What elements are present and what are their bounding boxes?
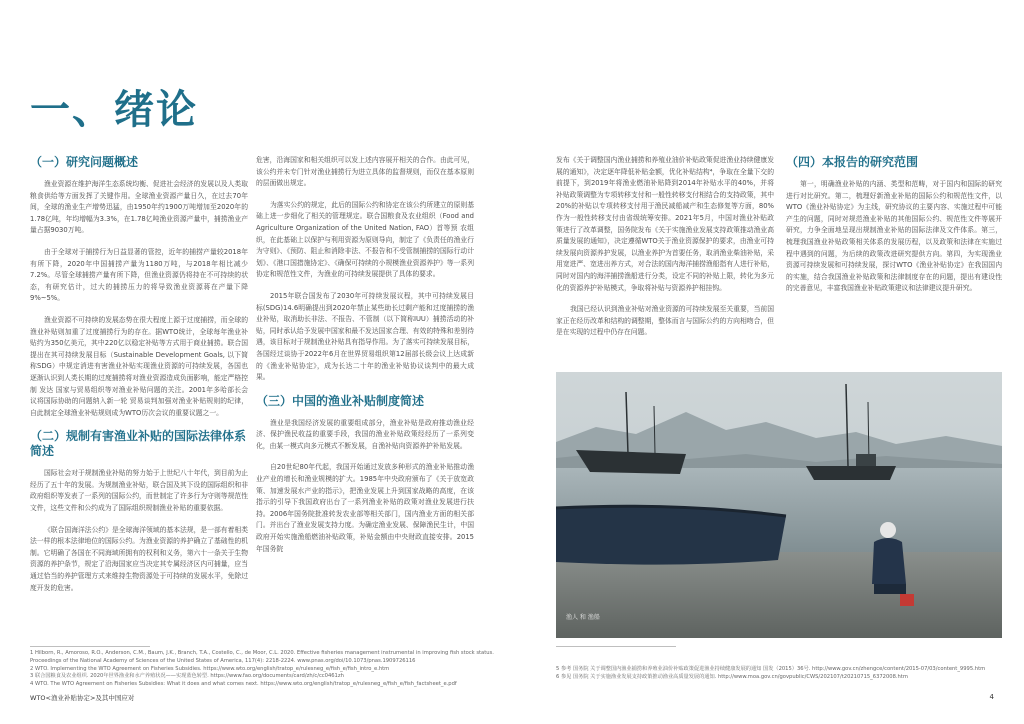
photo-caption: 渔人 和 渔船 [566, 614, 600, 621]
footnote: 5 参考 国务院 关于调整国内渔业捕捞和养殖业油价补贴政策促进渔业持续健康发展的通知 国发（2015）36号. http://www.gov.cn/zhengce/content/2015-07/03/content_9995.htm [556, 666, 986, 672]
paragraph: 发布《关于调整国内渔业捕捞和养殖业油价补贴政策促进渔业持续健康发展的通知》，决定逐年降低补贴金额，优化补贴结构⁴，争取在全量下交的前提下，到2019年将渔业燃油补贴降到2014年补贴水平的40%，并将补贴政策调整为专项转移支付和一般性转移支付相结合的支持政策，其中20%的补贴以专项转移支付用于渔民减船减产和生态修复等方面，80%作为一般性转移支付由省级统筹安排。2021年5月，中国对渔业补贴政策进行了改革调整，国务院发布《关于实施渔业发展支持政策推动渔业高质量发展的通知》，决定遵循WTO关于渔业资源保护的要求，由渔业可持续发展向资源养护发展，以渔业养护为首要任务，取消渔业柴油补贴，采用宽进严、宽进出养方式，对合法的国内海洋捕捞渔船指有人进行补贴，同时对国内的海洋捕捞渔船进行分类，设定不同的补贴上限，转化为多元化的资源养护补贴模式，争取将补贴与资源养护相挂钩。 [556, 156, 774, 292]
paragraph: 渔业资源在维护海洋生态系统均衡、促进社会经济的发展以及人类取粮食供给等方面发挥了关键作用。全球渔业资源产量日久，在过去70年间，全球的渔业生产增势迅猛，由1950年约1900万吨增加至2020年的1.78亿吨，年均增幅为3.3%，在1.78亿吨渔业资源产量中，捕捞渔业产量占据9030万吨。 [30, 180, 248, 235]
footnote: 2 WTO. Implementing the WTO Agreement on Fisheries Subsidies. https://www.wto.org/english/tratop_e/rulesneg_e/fish_e/fish_intro_e.htm [30, 665, 390, 672]
paragraph: 2015年联合国发布了2030年可持续发展议程，其中可持续发展目标(SDG)14.6明确提出到2020年禁止某些助长过剩产能和过度捕捞的渔业补贴，取消助长非法、不报告、不管制（以下简称IUU）捕捞活动的补贴，同时承认给予发展中国家和最不发达国家合理、有效的特殊和差别待遇，该目标对于规制渔业补贴具有指导作用。为了落实可持续发展目标，各国经过谈协于2022年6月在世界贸易组织第12届部长级会议上达成新的《渔业补贴协定》，成为长达二十年的渔业补贴协议谈判中的最大成果。 [256, 291, 474, 382]
paragraph: 为落实公约的规定，此后的国际公约和协定在该公约所建立的原则基础上进一步细化了相关的管理规定。联合国粮食及农业组织（Food and Agriculture Organization of the United Nation, FAO）首等预 农组织，在此基础上以保护与利用资源为原则导向，制定了《负责任的渔业行为守则》、《预防、阻止和消除非法、不报告和不受管制捕捞的国际行动计划》、《港口国措施协定》、《确保可持续的小规模渔业资源养护》等一系列协定和规范性文件，为渔业的可持续发展提供了具体的要求。 [256, 200, 474, 279]
section-heading-4: （四）本报告的研究范围 [786, 155, 919, 169]
footnotes-left [30, 650, 520, 689]
paragraph: 渔业是我国经济发展的重要组成部分，渔业补贴是政府推动渔业经济、保护渔民收益的重要手段，我国的渔业补贴政策经经历了一系列变化，由某一模式向多元模式不断发展，自渔补贴向资源养护补贴发展。 [256, 418, 474, 450]
paragraph: 国际社会对于规制渔业补贴的努力始于上世纪八十年代，到目前为止经历了五十年的发展。为规制渔业补贴，联合国及其下设的国际组织和非政府组织等发表了一系列的国际公约，而世制定了许多行为守则等规范性文件，这些文件和公约成为了国际组织规制渔业补贴的重要依据。 [30, 469, 248, 513]
column-4 [786, 155, 1002, 305]
section-heading-2: （二）规制有害渔业补贴的国际法律体系简述 [30, 429, 247, 459]
footnote-divider [30, 646, 150, 647]
fisherman-boats-image [556, 372, 1002, 638]
paragraph: 自20世纪80年代起，我国开始通过发放多种形式的渔业补贴推动渔业产业的增长和渔业规模的扩大。1985年中央政府颁布了《关于放宽政策、加速发展水产业的指示》，把渔业发展上升到国家战略的高度，在该指示的引导下我国政府出台了一系列渔业补贴的政策对渔业发展进行扶持。2006年国务院批准转发农业部等相关部门，国内渔业方面的相关部门。并出台了渔业发展支持力度。为确定渔业发展、保障渔民生计，中国政府开始实施渔船燃油补贴政策，补贴金额由中央财政直接安排。2015年国务院 [256, 463, 474, 553]
section-heading-1: （一）研究问题概述 [30, 155, 139, 169]
footnote: 1 Hilborn, R., Amoroso, R.O., Anderson, C.M., Baum, J.K., Branch, T.A., Costello, C., de Moor, C.L. 2020. Effective fisheries management instrumental in improving fish stock status. Proceedings of the National Academy of Sciences of the United States of America, 117(4): 2218-2224. www.pnas.org/doi/10.1073/pnas.1909726116 [30, 650, 494, 664]
paragraph: 渔业资源不可持续的发展态势在很大程度上源于过度捕捞，而全球的渔业补贴则加重了过度捕捞行为的存在。据WTO统计，全球每年渔业补贴约为350亿美元，其中220亿以稳定补贴等方式用于商业捕捞。联合国提出在其可持续发展目标（Sustainable Development Goals, 以下简称SDG）中规定消进有害渔业补贴实现渔业资源的可持续发展，各国也逐渐认识到人类长期的过度捕捞将对渔业资源造成负面影响，能定严格控制 发达 国家与贸易组织等对渔业补贴问题的关注。2001年多哈部长会议将国际协助的问题纳入新一轮 贸易谈判加强对渔业补贴规则的纪律，自此制定全球渔业补贴规则成为WTO历次会议的重要议题之一。 [30, 315, 248, 417]
footnote: 4 WTO. The WTO Agreement on Fisheries Subsidies: What it does and what comes next. https://www.wto.org/english/tratop_e/rulesneg_e/fish_e/fish_factsheet_e.pdf [30, 681, 457, 688]
footnote: 3 联合国粮食及农业组织. 2020年世界渔业和水产养殖状况——实现蓝色转型. https://www.fao.org/documents/card/zh/c/cc0461zh [30, 673, 344, 680]
paragraph: 《联合国海洋法公约》是全球海洋领域的基本法规，是一部有着相类法一样的根本法律地位的国际公约。为渔业资源的养护确立了基础性的机制。它明确了各国在不同海域所拥有的权利和义务，第六十一条关于生物资源的养护条节，规定了沿海国家应当决定其专属经济区内可捕量，应当通过恰当的养护管理方式来维持生物资源处于可持续的发展水平，免除过度开发的危害。 [30, 525, 248, 592]
footnotes-right [556, 666, 996, 682]
paragraph: 第一，明确渔业补贴的内涵、类型和范畴，对于国内和国际的研究进行对比研究。第二，梳理好新渔业补贴的国际公约和规范性文件，以WTO《渔业补贴协定》为主线，研究协议的主要内容、实施过程中可能产生的问题，同时对规范渔业补贴的其他国际公约、规范性文件等展开研究，力争全面地呈现出规制渔业补贴的国际法律及文件体系。第三，梳理我国渔业补贴政策相关体系的发展历程，以及政策和法律在实施过程中遇到的问题，为后续的政策改进研究提供方向。第四，为实现渔业资源可持续发展和可持续发展，探讨WTO《渔业补贴协定》在我国国内的实施，结合我国渔业补贴政策和法律制度存在的问题，提出有建设性的完善意见，丰富我国渔业补贴政策建议和法律建议提升研究。 [786, 180, 1002, 293]
running-footer: WTO<渔业补贴协定>及其中国应对 [30, 694, 135, 702]
boat-front-icon [556, 506, 786, 564]
paragraph: 危害，沿海国家和相关组织可以发上述内容展开相关的合作。由此可见，该公约并未专门针对渔业捕捞行为进立具体的监督规则，而仅在基本原则的层面做出规定。 [256, 156, 474, 188]
footnote-divider [556, 646, 676, 647]
column-1 [30, 155, 248, 604]
fisherman-photo [556, 372, 1002, 638]
paragraph: 由于全球对于捕捞行为日益显著的管控，近年的捕捞产量较2018年有所下降，2020年中国捕捞产量为1180万吨，与2018年相比减少7.2%。尽管全球捕捞产量有所下降，但渔业资源仍将持在不可持续的状态，有研究估计，过大的捕捞压力的将导致渔业资源蒋在产量下降9%~5%。 [30, 247, 248, 303]
footnote: 6 参见 国务院 关于实施渔业发展支持政策推动渔业高质量发展的通知. http://www.moa.gov.cn/govpublic/CWS/202107/t20210715_6372008.htm [556, 673, 908, 680]
paragraph: 我国已经认识到渔业补贴对渔业资源的可持续发展至关重要，当前国家正在经历改革和结构的调整期，整体而言与国际公约的方向相吻合，但是在实现的过程中仍存在问题。 [556, 305, 774, 337]
column-2 [256, 155, 474, 565]
section-heading-3: （三）中国的渔业补贴制度简述 [256, 393, 425, 408]
page-number: 4 [989, 693, 994, 701]
column-3 [556, 155, 774, 349]
page-title: 一、绪论 [30, 87, 198, 133]
